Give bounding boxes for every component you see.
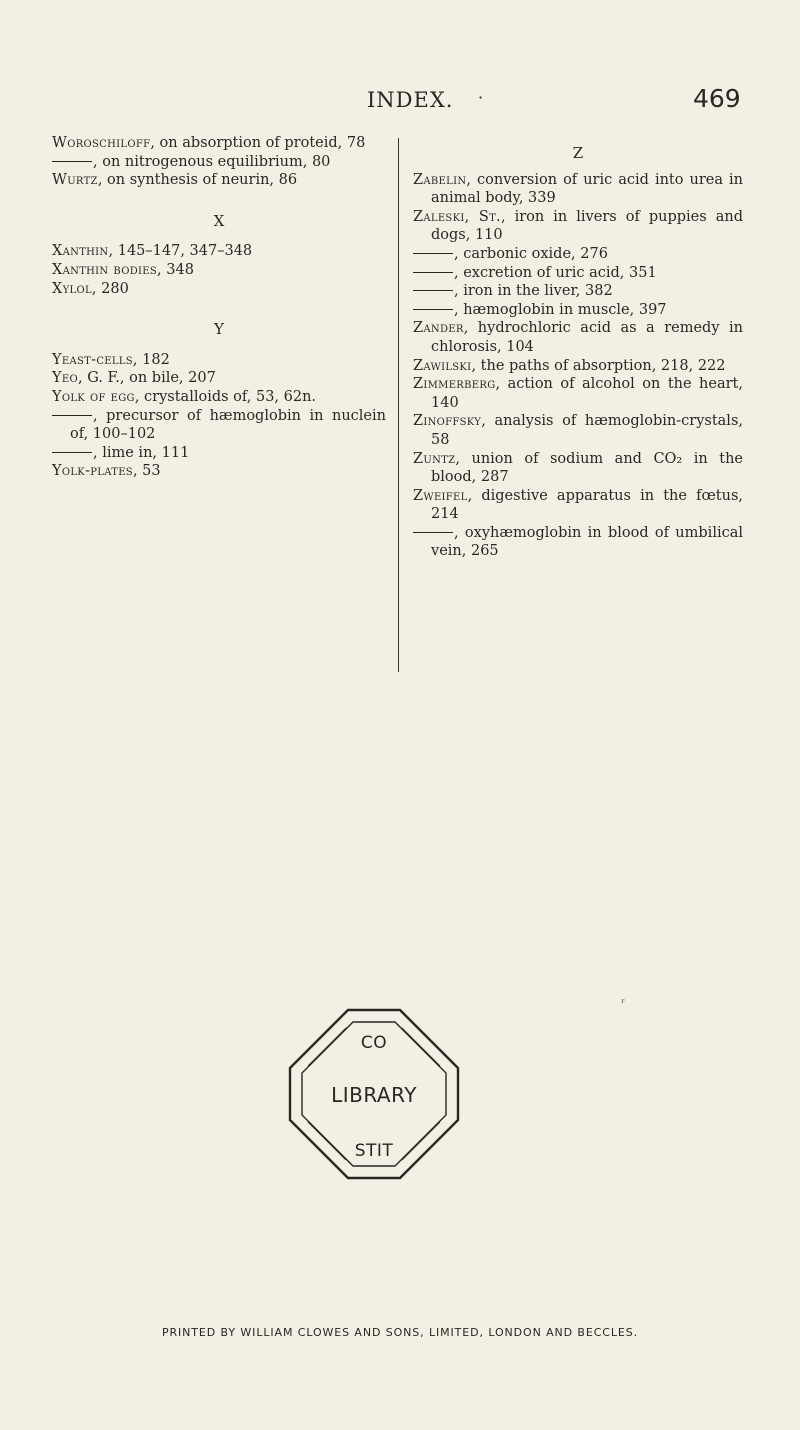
entry-heading: Xylol xyxy=(52,280,92,297)
header-separator: · xyxy=(478,88,484,107)
entries-y xyxy=(52,351,386,481)
index-entry xyxy=(52,351,386,370)
entry-heading: Zimmerberg xyxy=(413,376,496,393)
index-entry xyxy=(413,412,743,449)
index-entry xyxy=(413,264,743,283)
index-entry xyxy=(413,208,743,245)
entry-text: , 182 xyxy=(132,351,170,368)
index-entry xyxy=(413,450,743,487)
index-entry xyxy=(52,407,386,444)
entry-heading: Yeast-cells xyxy=(52,351,133,368)
index-entry xyxy=(413,319,743,356)
entry-text: , G. F., on bile, 207 xyxy=(77,370,216,387)
ditto-dash xyxy=(413,532,453,533)
index-entry xyxy=(413,171,743,208)
entry-heading: Zuntz xyxy=(413,450,456,467)
entry-text: , 280 xyxy=(91,280,129,297)
ditto-dash xyxy=(413,272,453,273)
ditto-dash xyxy=(52,452,92,453)
entry-heading: Zabelin xyxy=(413,171,467,188)
ditto-dash xyxy=(52,161,92,162)
stamp-center-text: LIBRARY xyxy=(331,1083,417,1107)
index-entry xyxy=(52,261,386,280)
index-entry xyxy=(52,153,386,172)
entry-text: , on synthesis of neurin, 86 xyxy=(97,172,298,189)
library-stamp-graphic xyxy=(286,1006,462,1182)
printer-imprint: PRINTED BY WILLIAM CLOWES AND SONS, LIMITED, LONDON AND BECCLES. xyxy=(161,1326,639,1339)
entry-text: , 53 xyxy=(132,463,161,480)
entry-text: , hydrochloric acid as a remedy in chlorosis, 104 xyxy=(431,320,743,355)
page-number: 469 xyxy=(693,84,741,113)
entry-text: , on nitrogenous equilibrium, 80 xyxy=(93,153,331,170)
section-letter-y: Y xyxy=(214,320,224,339)
ditto-dash xyxy=(413,309,453,310)
running-header xyxy=(0,86,800,120)
index-entry xyxy=(413,357,743,376)
section-letter-x: X xyxy=(213,211,225,230)
entry-heading: Xanthin bodies xyxy=(52,261,158,278)
index-entry xyxy=(52,134,386,153)
index-entry xyxy=(52,242,386,261)
ink-speck: ʳ xyxy=(621,996,626,1010)
entry-heading: Zander xyxy=(413,320,464,337)
entry-text: , precursor of hæmoglobin in nuclein of, 100–102 xyxy=(70,407,386,443)
entry-text: , lime in, 111 xyxy=(93,444,190,461)
index-entry xyxy=(413,301,743,320)
entry-text: , crystalloids of, 53, 62n. xyxy=(134,388,317,405)
ditto-dash xyxy=(413,253,453,254)
entry-text: , carbonic oxide, 276 xyxy=(454,245,608,262)
entry-heading: Yolk of egg xyxy=(52,388,135,405)
entry-text: , conversion of uric acid into urea in animal body, 339 xyxy=(431,171,743,207)
entry-text: , on absorption of proteid, 78 xyxy=(150,135,366,151)
index-entry xyxy=(52,388,386,407)
entries-w xyxy=(52,134,386,190)
ditto-dash xyxy=(52,415,92,416)
index-entry xyxy=(413,487,743,524)
section-letter-z: Z xyxy=(572,144,584,162)
header-title: INDEX. xyxy=(367,88,454,112)
entry-heading: Yolk-plates xyxy=(52,463,133,480)
entry-heading: Zaleski, St. xyxy=(413,208,501,225)
entry-text: , iron in livers of puppies and dogs, 110 xyxy=(431,208,743,244)
entry-text: , excretion of uric acid, 351 xyxy=(454,264,657,281)
entries-z xyxy=(413,171,743,561)
entry-heading: Yeo xyxy=(52,370,78,387)
entry-text: , hæmoglobin in muscle, 397 xyxy=(454,301,667,318)
entry-text: , iron in the liver, 382 xyxy=(454,283,613,300)
ditto-dash xyxy=(413,290,453,291)
stamp-bottom-text: STIT xyxy=(354,1141,394,1161)
index-entry xyxy=(52,444,386,463)
index-entry xyxy=(413,245,743,264)
stamp-top-text: CO xyxy=(360,1033,388,1053)
entry-text: , union of sodium and CO₂ in the blood, 287 xyxy=(431,450,743,486)
index-entry xyxy=(52,462,386,481)
entry-heading: Woroschiloff xyxy=(52,135,151,151)
column-divider xyxy=(398,138,399,672)
entry-heading: Wurtz xyxy=(52,172,98,189)
index-entry xyxy=(413,375,743,412)
index-entry xyxy=(413,282,743,301)
entry-heading: Zweifel xyxy=(413,487,468,504)
entry-heading: Zawilski xyxy=(413,357,472,374)
library-stamp xyxy=(286,1006,462,1182)
entry-text: , 145–147, 347–348 xyxy=(108,243,253,260)
index-entry xyxy=(52,171,386,190)
entries-x xyxy=(52,242,386,298)
index-column-right xyxy=(413,134,743,561)
entry-text: , the paths of absorption, 218, 222 xyxy=(471,357,726,374)
entry-text: , analysis of hæmoglobin-crystals, 58 xyxy=(431,413,743,448)
entry-heading: Zinoffsky xyxy=(413,413,482,430)
index-entry xyxy=(413,524,743,561)
index-entry xyxy=(52,369,386,388)
entry-text: , digestive apparatus in the fœtus, 214 xyxy=(431,487,743,523)
entry-text: , oxyhæmoglobin in blood of umbilical vein, 265 xyxy=(431,524,743,560)
entry-heading: Xanthin xyxy=(52,243,109,260)
index-entry xyxy=(52,280,386,299)
entry-text: , 348 xyxy=(157,261,194,278)
entry-text: , action of alcohol on the heart, 140 xyxy=(431,376,743,411)
index-column-left xyxy=(52,134,386,481)
